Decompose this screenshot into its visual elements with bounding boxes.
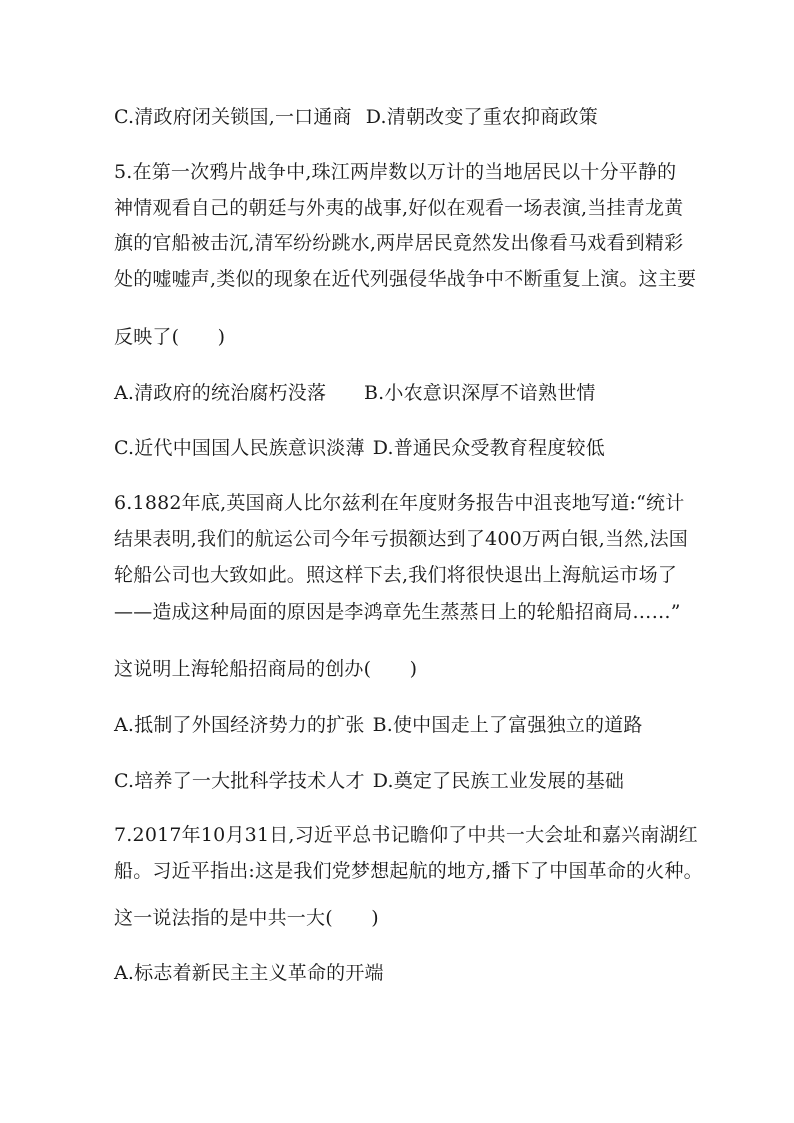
q5-option-a: A.清政府的统治腐朽没落 xyxy=(114,382,327,404)
q6-option-b: B.使中国走上了富强独立的道路 xyxy=(372,714,643,736)
q6-option-d: D.奠定了民族工业发展的基础 xyxy=(372,770,625,792)
q6-stem-line-1: 6.1882年底,英国商人比尔兹利在年度财务报告中沮丧地写道:“统计 xyxy=(114,492,685,514)
q4-option-d: D.清朝改变了重农抑商政策 xyxy=(365,106,598,128)
q5-option-d: D.普通民众受教育程度较低 xyxy=(372,437,605,459)
q7-stem-line-3: 这一说法指的是中共一大( ) xyxy=(114,907,379,929)
q6-options-ab xyxy=(114,713,643,737)
q5-stem-line-2: 神情观看自己的朝廷与外夷的战事,好似在观看一场表演,当挂青龙黄 xyxy=(114,197,684,219)
q5-option-c: C.近代中国国人民族意识淡薄 xyxy=(114,437,365,459)
q6-options-cd xyxy=(114,769,624,793)
q6-stem-line-4: ——造成这种局面的原因是李鸿章先生蒸蒸日上的轮船招商局……” xyxy=(114,601,681,623)
q4-option-c: C.清政府闭关锁国,一口通商 xyxy=(114,106,352,128)
q5-options-cd xyxy=(114,436,605,460)
q6-stem-line-2: 结果表明,我们的航运公司今年亏损额达到了400万两白银,当然,法国 xyxy=(114,528,688,550)
q6-option-c: C.培养了一大批科学技术人才 xyxy=(114,770,365,792)
q5-stem-line-4: 处的嘘嘘声,类似的现象在近代列强侵华战争中不断重复上演。这主要 xyxy=(114,268,697,290)
q5-stem-line-3: 旗的官船被击沉,清军纷纷跳水,两岸居民竟然发出像看马戏看到精彩 xyxy=(114,232,684,254)
q7-stem-line-1: 7.2017年10月31日,习近平总书记瞻仰了中共一大会址和嘉兴南湖红 xyxy=(114,824,698,846)
q7-option-a: A.标志着新民主主义革命的开端 xyxy=(114,962,384,984)
q5-stem-line-1: 5.在第一次鸦片战争中,珠江两岸数以万计的当地居民以十分平静的 xyxy=(114,161,677,183)
q4-options-cd xyxy=(114,105,598,129)
q5-option-b: B.小农意识深厚不谙熟世情 xyxy=(364,382,596,404)
q6-option-a: A.抵制了外国经济势力的扩张 xyxy=(114,714,365,736)
q5-options-ab xyxy=(114,381,596,405)
q6-stem-line-5: 这说明上海轮船招商局的创办( ) xyxy=(114,658,418,680)
q5-stem-line-5: 反映了( ) xyxy=(114,326,226,348)
q6-stem-line-3: 轮船公司也大致如此。照这样下去,我们将很快退出上海航运市场了 xyxy=(114,564,678,586)
q7-stem-line-2: 船。习近平指出:这是我们党梦想起航的地方,播下了中国革命的火种。 xyxy=(114,860,703,882)
